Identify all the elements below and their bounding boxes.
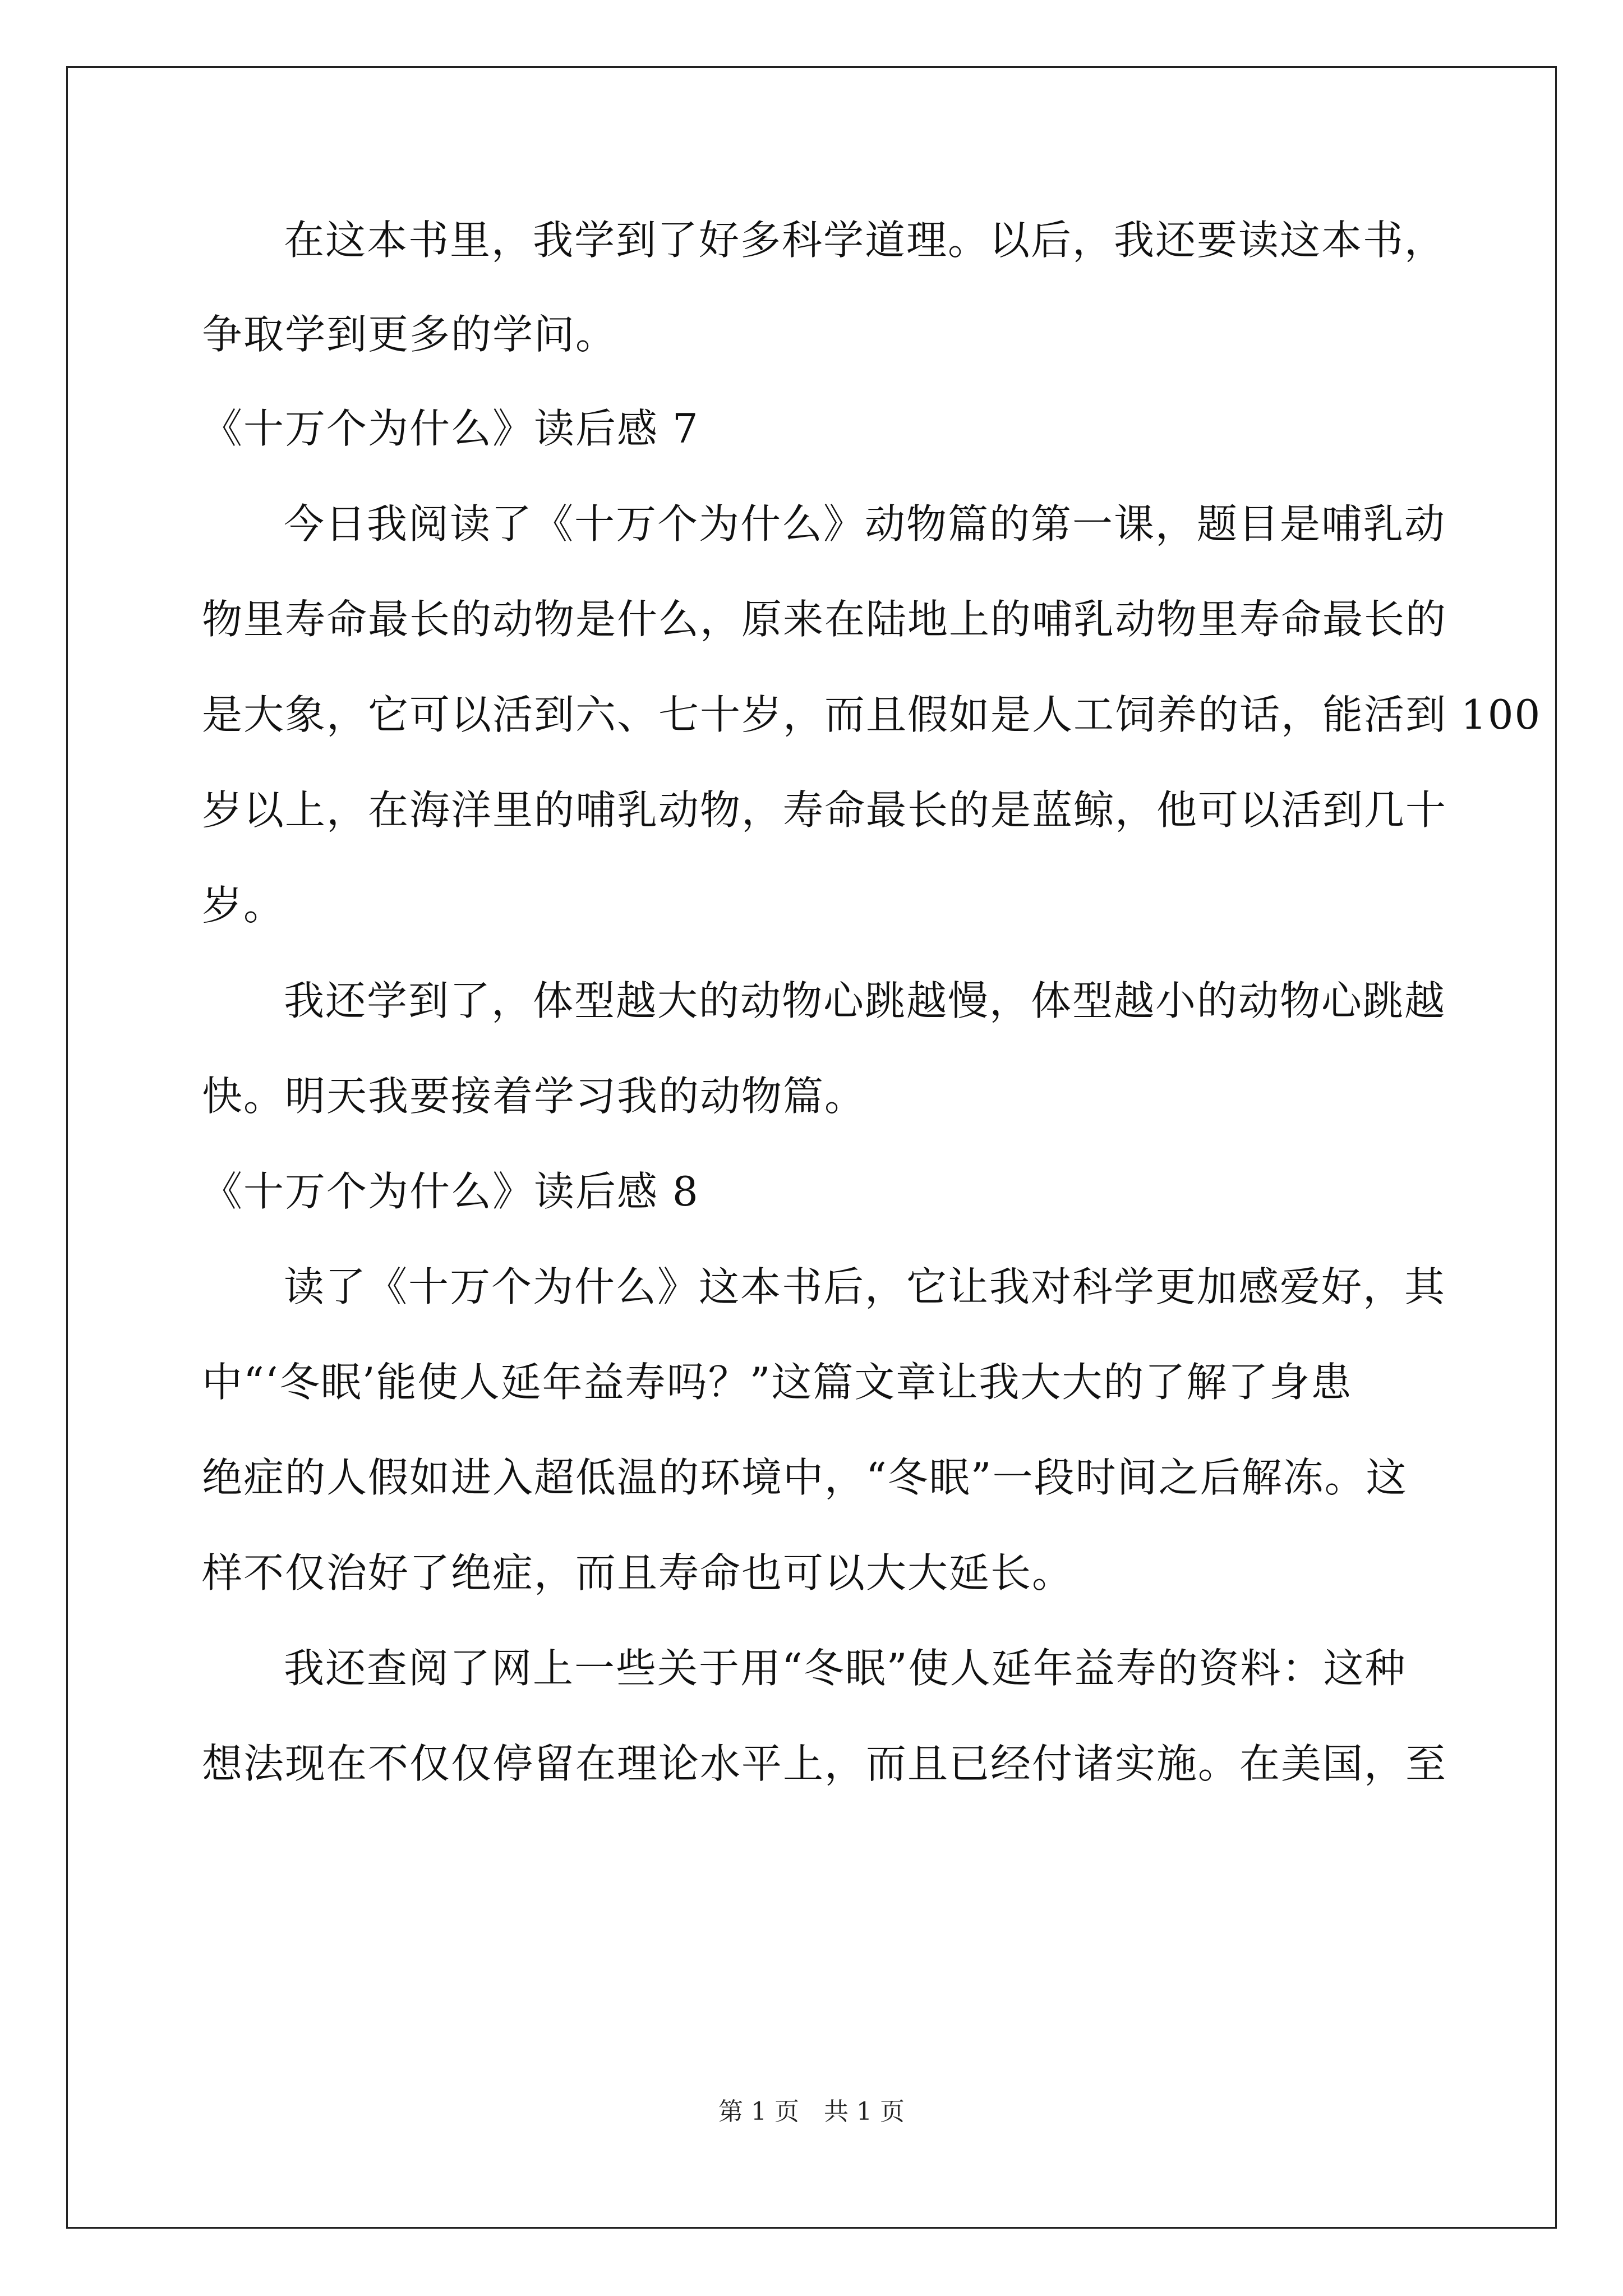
paragraph-line: 样不仅治好了绝症，而且寿命也可以大大延长。: [202, 1549, 1074, 1596]
paragraph-line: 争取学到更多的学问。: [202, 311, 617, 358]
paragraph-line: 快。明天我要接着学习我的动物篇。: [202, 1073, 866, 1120]
paragraph-line: 物里寿命最长的动物是什么，原来在陆地上的哺乳动物里寿命最长的: [202, 596, 1447, 643]
section-heading: 《十万个为什么》读后感 7: [202, 405, 699, 452]
paragraph-line: 岁。: [202, 882, 285, 929]
paragraph-line: 中“‘冬眠’能使人延年益寿吗？”这篇文章让我大大的了解了身患: [202, 1359, 1353, 1406]
paragraph-line: 绝症的人假如进入超低温的环境中，“冬眠”一段时间之后解冻。这: [202, 1454, 1408, 1501]
section-heading: 《十万个为什么》读后感 8: [202, 1168, 699, 1215]
page-number-footer: 第 1 页 共 1 页: [718, 2097, 905, 2126]
paragraph-line: 我还查阅了网上一些关于用“冬眠”使人延年益寿的资料：这种: [284, 1645, 1407, 1692]
paragraph-line: 在这本书里，我学到了好多科学道理。以后，我还要读这本书，: [284, 217, 1446, 264]
paragraph-line: 是大象，它可以活到六、七十岁，而且假如是人工饲养的话，能活到 100: [202, 691, 1542, 738]
paragraph-line: 今日我阅读了《十万个为什么》动物篇的第一课，题目是哺乳动: [284, 500, 1446, 547]
paragraph-line: 我还学到了，体型越大的动物心跳越慢，体型越小的动物心跳越: [284, 977, 1446, 1024]
page-border: [66, 66, 1557, 2229]
paragraph-line: 岁以上，在海洋里的哺乳动物，寿命最长的是蓝鲸，他可以活到几十: [202, 786, 1447, 834]
paragraph-line: 读了《十万个为什么》这本书后，它让我对科学更加感爱好，其: [284, 1263, 1446, 1310]
paragraph-line: 想法现在不仅仅停留在理论水平上，而且已经付诸实施。在美国，至: [202, 1740, 1447, 1787]
